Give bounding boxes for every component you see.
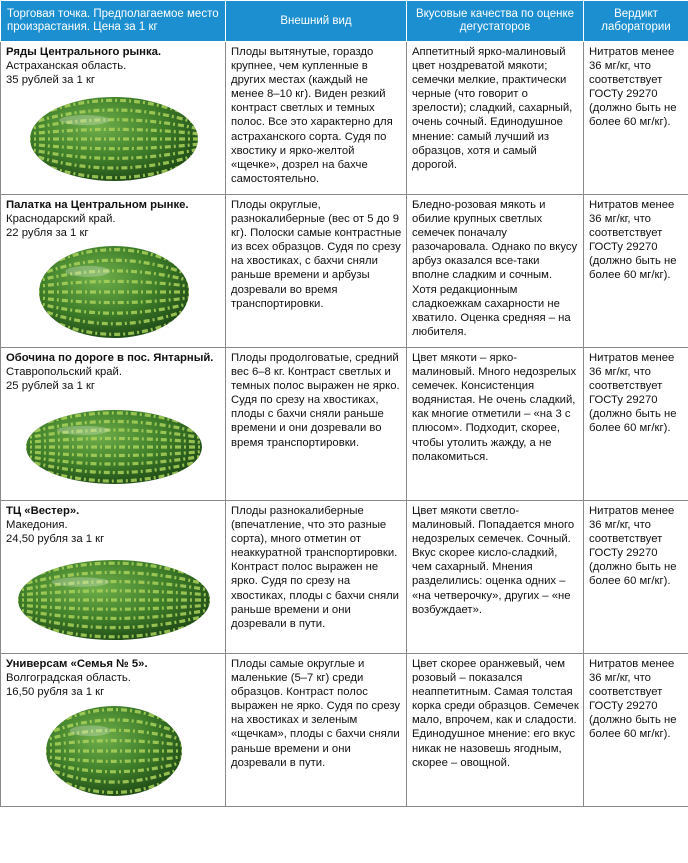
- store-name: Ряды Центрального рынка.: [6, 46, 162, 58]
- watermelon-image: [14, 397, 214, 492]
- store-price: 25 рублей за 1 кг: [6, 380, 96, 393]
- store-name: Палатка на Центральном рынке.: [6, 199, 189, 211]
- header-row: [1, 1, 688, 42]
- store-location: Астраханская область.: [6, 60, 127, 73]
- store-cell: [1, 42, 226, 195]
- store-location: Волгоградская область.: [6, 672, 131, 685]
- verdict-cell: Нитратов менее 36 мг/кг, что соответствует ГОСТу 29270 (должно быть не более 60 мг/кг).: [584, 501, 688, 654]
- store-name: Универсам «Семья № 5».: [6, 658, 148, 670]
- watermelon-highlight: [51, 577, 109, 587]
- verdict-cell: Нитратов менее 36 мг/кг, что соответствует ГОСТу 29270 (должно быть не более 60 мг/кг).: [584, 195, 688, 348]
- store-cell: [1, 195, 226, 348]
- store-name: Обочина по дороге в пос. Янтарный.: [6, 352, 214, 364]
- appearance-cell: Плоды вытянутые, гораздо крупнее, чем купленные в других местах (каждый не менее 8–10 кг). Виден резкий контраст светлых и темных полос. Все это характерно для астраханского сорта. Судя по хвостику и ярко-желтой «щечке», дозрел на бахче самостоятельно.: [226, 42, 407, 195]
- store-cell: [1, 501, 226, 654]
- taste-cell: Цвет мякоти светло-малиновый. Попадается много недозрелых семечек. Сочный. Вкус скорее кисло-сладкий, чем сахарный. Мнения разделились: оценка одних – «на четверочку», других – «не возбуждает».: [407, 501, 584, 654]
- appearance-cell: Плоды продолговатые, средний вес 6–8 кг. Контраст светлых и темных полос выражен не ярко. Судя по срезу на хвостиках, плоды с бахчи сняли раньше времени и они дозревали во время транспортировки.: [226, 348, 407, 501]
- appearance-cell: Плоды округлые, разнокалиберные (вес от 5 до 9 кг). Полоски самые контрастные из всех образцов. Судя по срезу на хвостиках, с бахчи сняли раньше времени и арбузы дозревали во время транспортировки.: [226, 195, 407, 348]
- watermelon-image: [14, 703, 214, 798]
- verdict-cell: Нитратов менее 36 мг/кг, что соответствует ГОСТу 29270 (должно быть не более 60 мг/кг).: [584, 348, 688, 501]
- appearance-cell: Плоды разнокалиберные (впечатление, что это разные сорта), много отметин от неаккуратной транспортировки. Контраст полос выражен не ярко. Судя по срезу на хвостиках, плоды с бахчи сняли раньше времени и они дозревали в пути.: [226, 501, 407, 654]
- table-row: [1, 501, 688, 654]
- watermelon-highlight: [69, 726, 110, 737]
- appearance-cell: Плоды самые округлые и маленькие (5–7 кг) среди образцов. Контраст полос выражен не ярко. Судя по срезу на хвостиках и зеленым «щечкам», плоды с бахчи сняли раньше времени и они дозревали в пути.: [226, 654, 407, 807]
- watermelon-highlight: [59, 115, 109, 125]
- store-price: 16,50 рубля за 1 кг: [6, 686, 105, 699]
- watermelon-highlight: [56, 426, 109, 435]
- store-price: 22 рубля за 1 кг: [6, 227, 89, 240]
- watermelon-image: [14, 550, 214, 645]
- verdict-cell: Нитратов менее 36 мг/кг, что соответствует ГОСТу 29270 (должно быть не более 60 мг/кг).: [584, 42, 688, 195]
- table-row: [1, 654, 688, 807]
- store-cell: [1, 348, 226, 501]
- taste-cell: Бледно-розовая мякоть и обилие крупных светлых семечек поначалу разочаровала. Однако по вкусу арбуз оказался все-таки вполне сладким и сочным. Хотя редакционным сладкоежкам сахарности не хватило. Оценка средняя – на любителя.: [407, 195, 584, 348]
- store-location: Ставропольский край.: [6, 366, 122, 379]
- store-cell: [1, 654, 226, 807]
- store-location: Краснодарский край.: [6, 213, 116, 226]
- table-row: [1, 195, 688, 348]
- verdict-cell: Нитратов менее 36 мг/кг, что соответствует ГОСТу 29270 (должно быть не более 60 мг/кг).: [584, 654, 688, 807]
- store-location: Македония.: [6, 519, 68, 532]
- taste-cell: Цвет скорее оранжевый, чем розовый – показался неаппетитным. Самая толстая корка среди образцов. Семечек мало, впрочем, как и сладости. Единодушное мнение: его вкус никак не назовешь ягодным, скорее – овощной.: [407, 654, 584, 807]
- store-name: ТЦ «Вестер».: [6, 505, 80, 517]
- header-taste: Вкусовые качества по оценке дегустаторов: [407, 1, 584, 42]
- taste-cell: Цвет мякоти – ярко-малиновый. Много недозрелых семечек. Консистенция водянистая. Не очень сладкий, как многие отметили – «на 3 с плюсом». Подходит, скорее, чтобы утолить жажду, а не полакомиться.: [407, 348, 584, 501]
- watermelon-image: [14, 244, 214, 339]
- store-price: 35 рублей за 1 кг: [6, 74, 96, 87]
- header-appearance: Внешний вид: [226, 1, 407, 42]
- table-row: [1, 42, 688, 195]
- taste-cell: Аппетитный ярко-малиновый цвет ноздреватой мякоти; семечки мелкие, практически черные (что говорит о зрелости); сладкий, сахарный, очень сочный. Единодушное мнение: самый лучший из образцов, хотя и самый дорогой.: [407, 42, 584, 195]
- store-price: 24,50 рубля за 1 кг: [6, 533, 105, 546]
- header-verdict: Вердикт лаборатории: [584, 1, 688, 42]
- table-row: [1, 348, 688, 501]
- watermelon-highlight: [65, 266, 110, 277]
- watermelon-image: [14, 91, 214, 186]
- header-store: Торговая точка. Предполагаемое место произрастания. Цена за 1 кг: [1, 1, 226, 42]
